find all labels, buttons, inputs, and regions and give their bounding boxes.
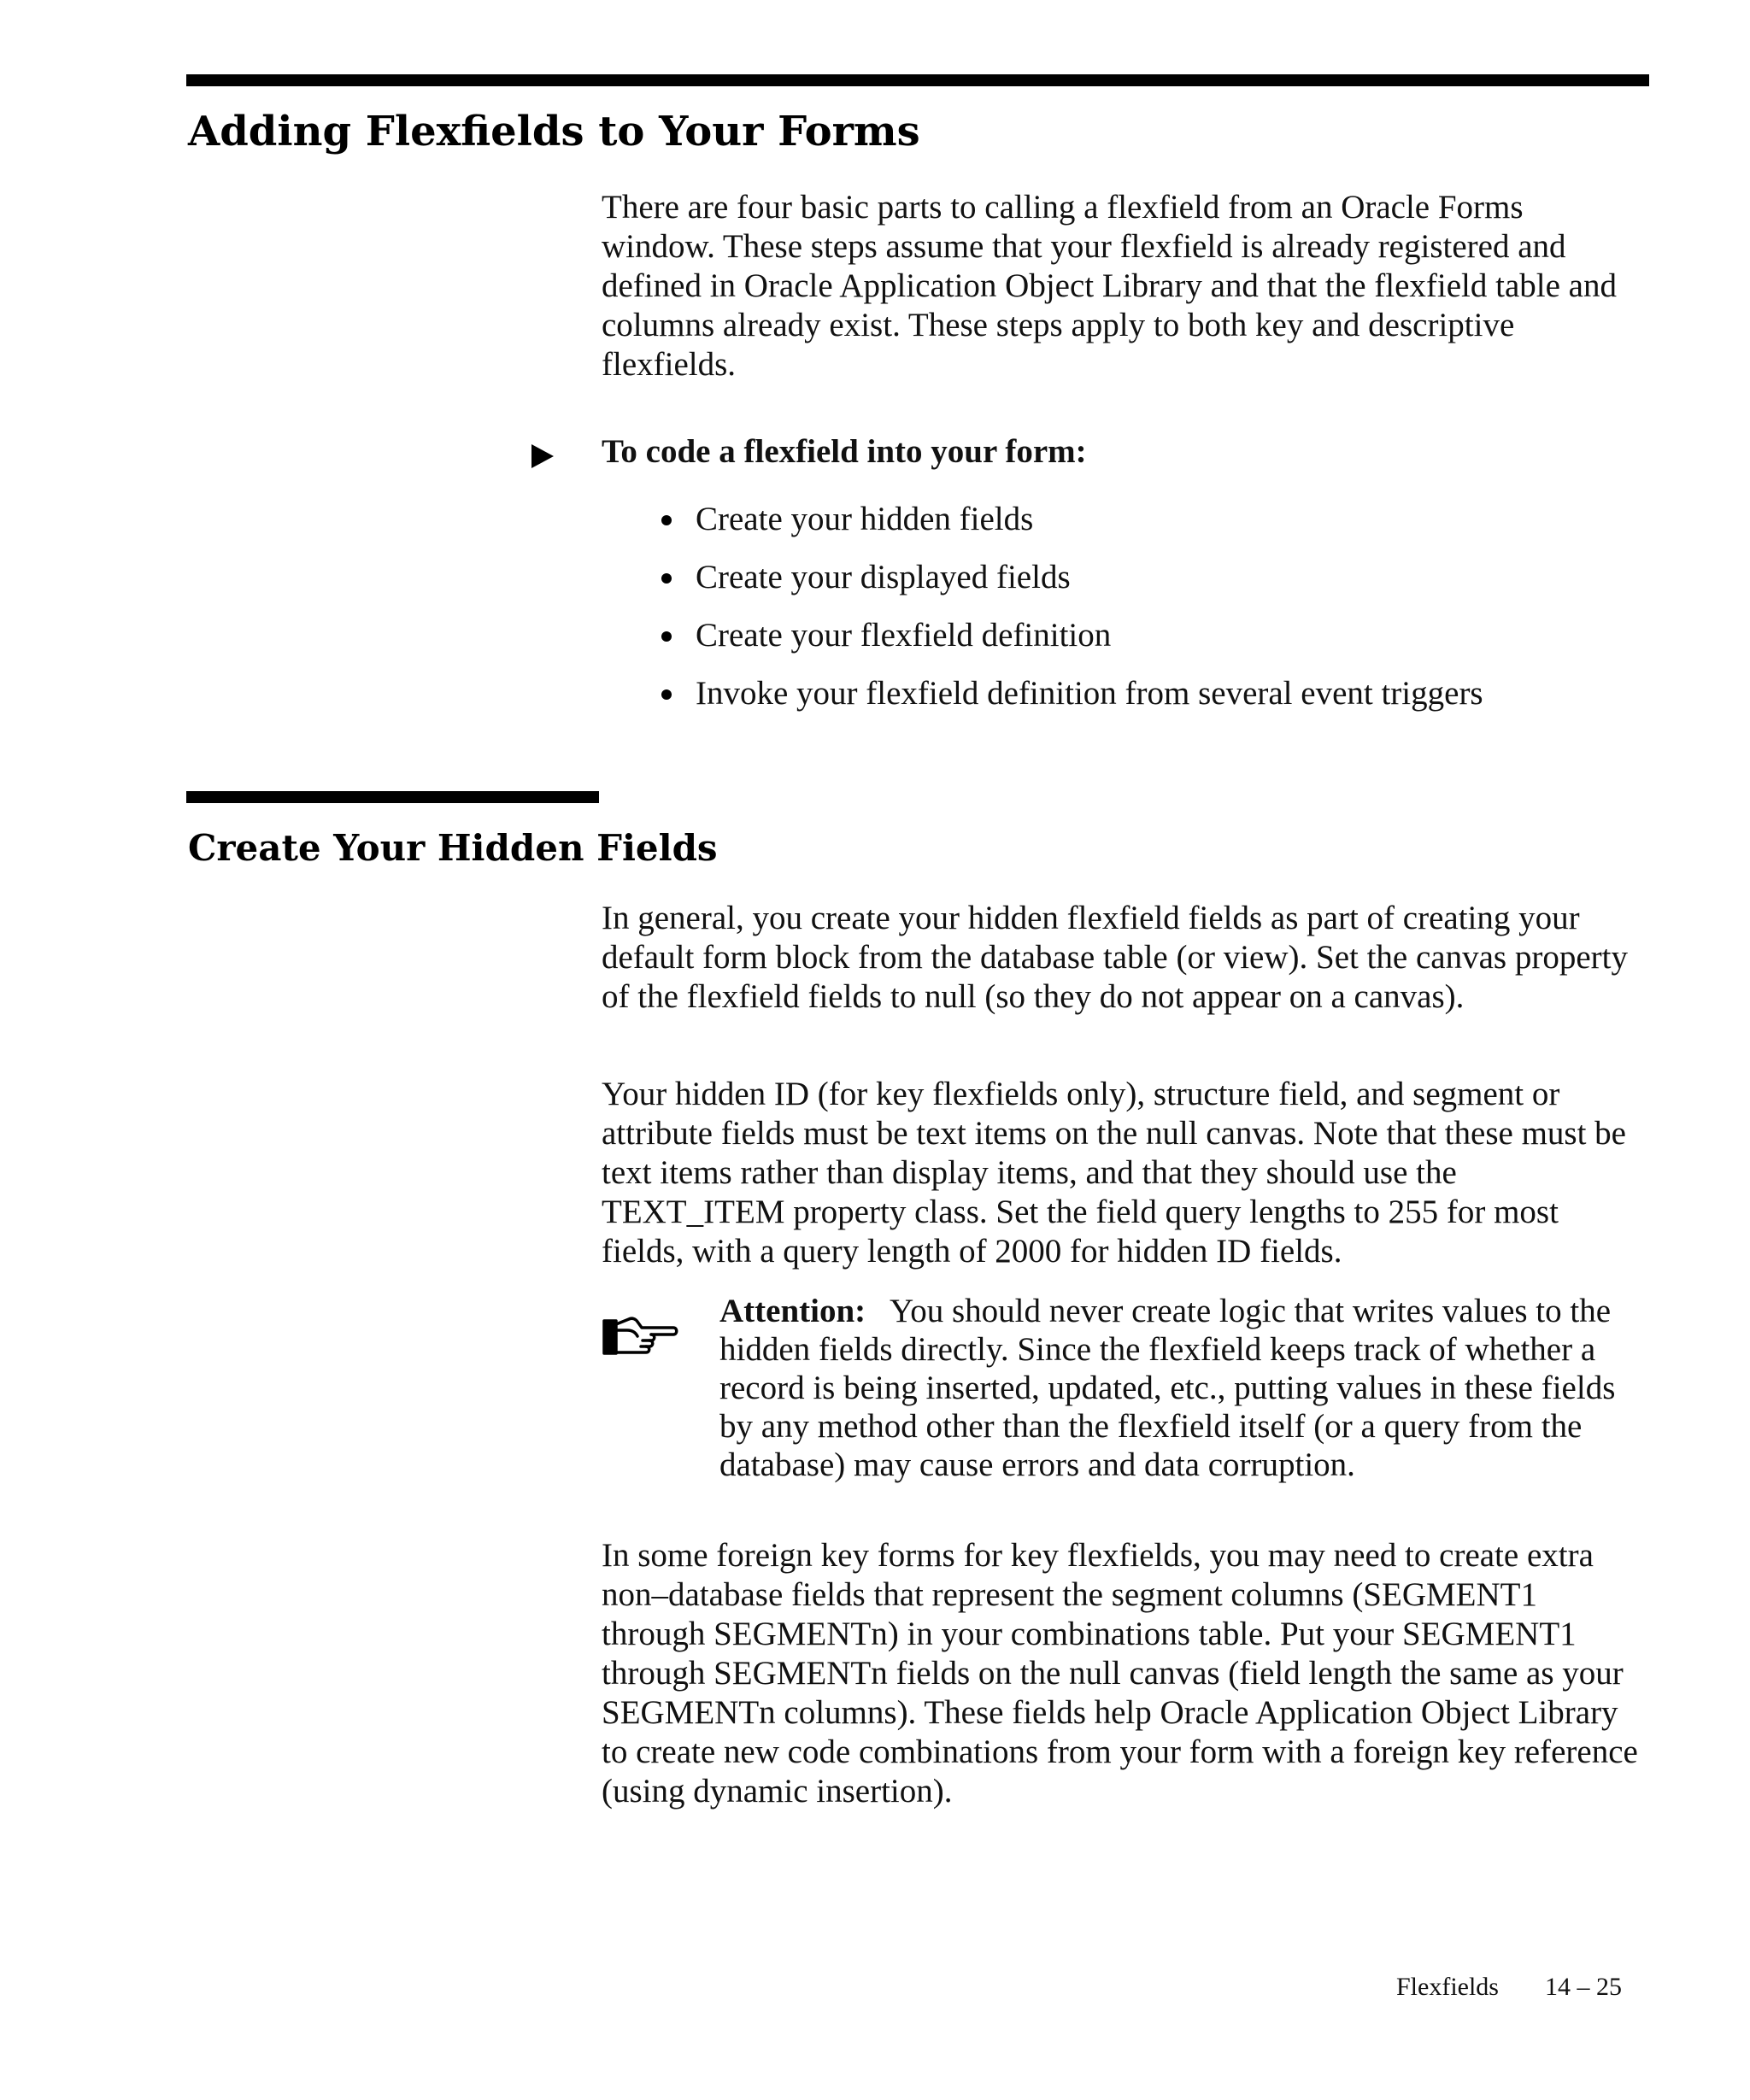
footer-page-number: 14 – 25 xyxy=(1545,1973,1622,2001)
step-item xyxy=(660,490,1483,548)
bullet-icon xyxy=(661,631,672,642)
body-paragraph: In general, you create your hidden flexfield fields as part of creating your default form block from the database table (or view). Set the canvas property of the flexfield fields to null (so they do not appear on a canvas). xyxy=(602,900,1628,1015)
body-paragraph: Your hidden ID (for key flexfields only), structure field, and segment or attribute fields must be text items on the null canvas. Note that these must be text items rather than display items, and that they should use the TEXT_ITEM property class. Set the field query lengths to 255 for most fields, with a query length of 2000 for hidden ID fields. xyxy=(602,1076,1626,1270)
bullet-icon xyxy=(661,573,672,584)
pointing-hand-icon xyxy=(602,1312,680,1360)
footer-chapter: Flexfields xyxy=(1396,1973,1499,2001)
section-title: Adding Flexfields to Your Forms xyxy=(188,108,920,155)
attention-note xyxy=(719,1292,1642,1484)
step-text: Invoke your flexfield definition from several event triggers xyxy=(696,675,1483,712)
bullet-icon xyxy=(661,515,672,525)
top-rule xyxy=(186,74,1649,86)
body-paragraph: In some foreign key forms for key flexfields, you may need to create extra non–database fields that represent the segment columns (SEGMENT1 through SEGMENTn) in your combinations table. Put your SEGMENT1 through SEGMENTn fields on the null canvas (field length the same as your SEGMENTn columns). These fields help Oracle Application Object Library to create new code combinations from your form with a foreign key reference (using dynamic insertion). xyxy=(602,1537,1638,1810)
procedure-steps xyxy=(660,490,1483,723)
procedure-title: To code a flexfield into your form: xyxy=(602,433,1087,470)
bullet-icon xyxy=(661,689,672,700)
step-item xyxy=(660,665,1483,723)
step-text: Create your hidden fields xyxy=(696,501,1034,537)
subsection-title: Create Your Hidden Fields xyxy=(188,827,718,869)
step-text: Create your flexfield definition xyxy=(696,617,1112,654)
step-item xyxy=(660,607,1483,665)
step-item xyxy=(660,548,1483,607)
step-text: Create your displayed fields xyxy=(696,559,1071,595)
subsection-rule xyxy=(186,791,599,803)
intro-paragraph: There are four basic parts to calling a flexfield from an Oracle Forms window. These steps assume that your flexfield is already registered and defined in Oracle Application Object Library and that the flexfield table and columns already exist. These steps apply to both key and descriptive flexfields. xyxy=(602,189,1617,383)
attention-text: You should never create logic that writes values to the hidden fields directly. Since the flexfield keeps track of whether a record is being inserted, updated, etc., putting values in these fields by any method other than the flexfield itself (or a query from the database) may cause errors and data corruption. xyxy=(719,1293,1616,1483)
procedure-arrow-icon xyxy=(531,444,554,468)
attention-label: Attention: xyxy=(719,1293,866,1329)
